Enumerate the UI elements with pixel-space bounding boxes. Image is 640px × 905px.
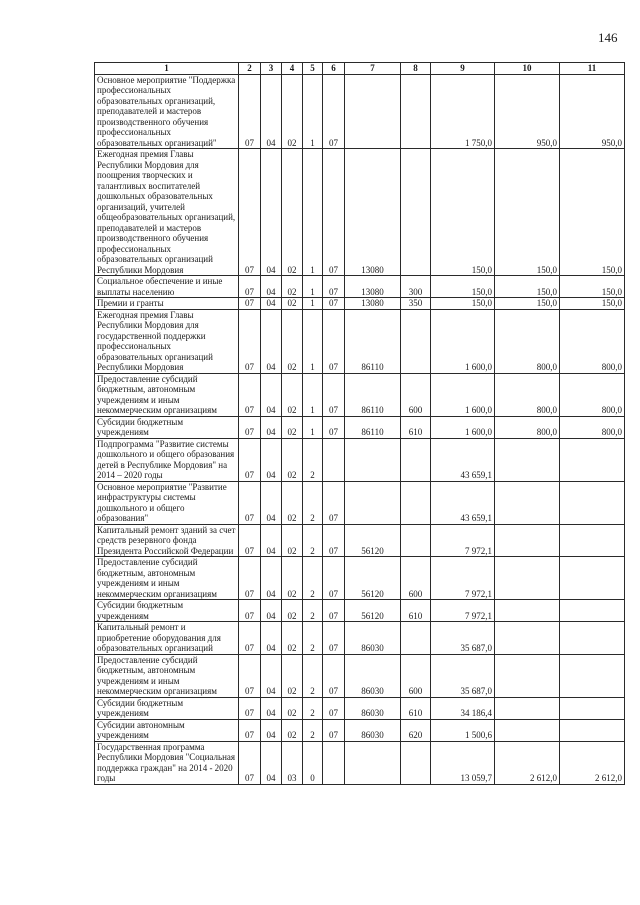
amount-year-3 bbox=[560, 438, 625, 481]
code-direction: 13080 bbox=[345, 149, 401, 276]
code-section: 07 bbox=[239, 438, 261, 481]
code-subprogram: 2 bbox=[303, 719, 323, 741]
amount-year-1: 150,0 bbox=[431, 149, 495, 276]
code-program: 03 bbox=[282, 741, 303, 784]
code-direction bbox=[345, 481, 401, 524]
code-section: 07 bbox=[239, 149, 261, 276]
code-subsection: 04 bbox=[261, 557, 282, 600]
table-row bbox=[95, 719, 625, 741]
code-direction bbox=[345, 741, 401, 784]
code-subprogram: 2 bbox=[303, 524, 323, 557]
table-header-row bbox=[95, 63, 625, 75]
code-expense-type: 600 bbox=[401, 654, 431, 697]
code-subsection: 04 bbox=[261, 298, 282, 310]
code-program: 02 bbox=[282, 276, 303, 298]
amount-year-1: 35 687,0 bbox=[431, 654, 495, 697]
budget-table bbox=[94, 62, 625, 785]
code-section: 07 bbox=[239, 557, 261, 600]
table-row bbox=[95, 74, 625, 149]
code-expense-type bbox=[401, 481, 431, 524]
row-name: Субсидии бюджетным учреждениям bbox=[95, 697, 239, 719]
code-expense-type bbox=[401, 438, 431, 481]
page-number: 146 bbox=[598, 30, 618, 45]
amount-year-3: 150,0 bbox=[560, 276, 625, 298]
code-section: 07 bbox=[239, 481, 261, 524]
amount-year-3: 800,0 bbox=[560, 373, 625, 416]
code-subsection: 04 bbox=[261, 622, 282, 655]
row-name: Подпрограмма "Развитие системы дошкольного и общего образования детей в Республике Мордовия" на 2014 – 2020 годы bbox=[95, 438, 239, 481]
code-direction: 13080 bbox=[345, 298, 401, 310]
code-subsection: 04 bbox=[261, 309, 282, 373]
amount-year-3 bbox=[560, 697, 625, 719]
code-program: 02 bbox=[282, 719, 303, 741]
code-program: 02 bbox=[282, 298, 303, 310]
table-row bbox=[95, 622, 625, 655]
code-event: 07 bbox=[323, 697, 345, 719]
amount-year-1: 150,0 bbox=[431, 276, 495, 298]
amount-year-3 bbox=[560, 557, 625, 600]
code-direction: 56120 bbox=[345, 600, 401, 622]
code-section: 07 bbox=[239, 719, 261, 741]
amount-year-3 bbox=[560, 481, 625, 524]
amount-year-2 bbox=[495, 719, 560, 741]
amount-year-3: 800,0 bbox=[560, 416, 625, 438]
row-name: Социальное обеспечение и иные выплаты населению bbox=[95, 276, 239, 298]
amount-year-1: 7 972,1 bbox=[431, 600, 495, 622]
code-program: 02 bbox=[282, 438, 303, 481]
row-name: Основное мероприятие "Развитие инфраструктуры системы дошкольного и общего образования" bbox=[95, 481, 239, 524]
code-subsection: 04 bbox=[261, 416, 282, 438]
code-subprogram: 2 bbox=[303, 654, 323, 697]
code-direction: 86030 bbox=[345, 654, 401, 697]
amount-year-3: 950,0 bbox=[560, 74, 625, 149]
code-expense-type bbox=[401, 622, 431, 655]
code-event: 07 bbox=[323, 557, 345, 600]
column-header: 9 bbox=[431, 63, 495, 75]
table-row bbox=[95, 741, 625, 784]
column-header: 8 bbox=[401, 63, 431, 75]
amount-year-2: 800,0 bbox=[495, 373, 560, 416]
amount-year-3 bbox=[560, 719, 625, 741]
row-name: Капитальный ремонт зданий за счет средств резервного фонда Президента Российской Федерации bbox=[95, 524, 239, 557]
table-row bbox=[95, 654, 625, 697]
code-subsection: 04 bbox=[261, 654, 282, 697]
amount-year-3 bbox=[560, 524, 625, 557]
code-event: 07 bbox=[323, 719, 345, 741]
amount-year-2: 150,0 bbox=[495, 149, 560, 276]
code-expense-type bbox=[401, 74, 431, 149]
column-header: 1 bbox=[95, 63, 239, 75]
column-header: 10 bbox=[495, 63, 560, 75]
code-direction: 86030 bbox=[345, 719, 401, 741]
amount-year-1: 1 600,0 bbox=[431, 373, 495, 416]
amount-year-1: 13 059,7 bbox=[431, 741, 495, 784]
code-subsection: 04 bbox=[261, 438, 282, 481]
code-program: 02 bbox=[282, 524, 303, 557]
table-row bbox=[95, 416, 625, 438]
code-event: 07 bbox=[323, 373, 345, 416]
code-section: 07 bbox=[239, 622, 261, 655]
amount-year-3 bbox=[560, 600, 625, 622]
code-expense-type: 600 bbox=[401, 557, 431, 600]
amount-year-1: 1 600,0 bbox=[431, 309, 495, 373]
code-expense-type bbox=[401, 741, 431, 784]
code-event bbox=[323, 438, 345, 481]
code-subsection: 04 bbox=[261, 481, 282, 524]
code-event: 07 bbox=[323, 600, 345, 622]
code-subsection: 04 bbox=[261, 276, 282, 298]
code-section: 07 bbox=[239, 600, 261, 622]
amount-year-2: 800,0 bbox=[495, 309, 560, 373]
table-row bbox=[95, 524, 625, 557]
code-program: 02 bbox=[282, 373, 303, 416]
code-direction: 86110 bbox=[345, 309, 401, 373]
code-subsection: 04 bbox=[261, 74, 282, 149]
code-event: 07 bbox=[323, 481, 345, 524]
code-subprogram: 1 bbox=[303, 74, 323, 149]
amount-year-2: 150,0 bbox=[495, 298, 560, 310]
code-section: 07 bbox=[239, 276, 261, 298]
code-direction bbox=[345, 438, 401, 481]
table-row bbox=[95, 481, 625, 524]
amount-year-1: 1 750,0 bbox=[431, 74, 495, 149]
code-direction: 86030 bbox=[345, 697, 401, 719]
amount-year-2 bbox=[495, 557, 560, 600]
column-header: 11 bbox=[560, 63, 625, 75]
amount-year-1: 35 687,0 bbox=[431, 622, 495, 655]
amount-year-3: 800,0 bbox=[560, 309, 625, 373]
code-section: 07 bbox=[239, 373, 261, 416]
row-name: Предоставление субсидий бюджетным, автономным учреждениям и иным некоммерческим организациям bbox=[95, 373, 239, 416]
code-section: 07 bbox=[239, 298, 261, 310]
code-expense-type: 620 bbox=[401, 719, 431, 741]
table-row bbox=[95, 557, 625, 600]
amount-year-1: 7 972,1 bbox=[431, 557, 495, 600]
row-name: Предоставление субсидий бюджетным, автономным учреждениям и иным некоммерческим организациям bbox=[95, 654, 239, 697]
row-name: Премии и гранты bbox=[95, 298, 239, 310]
column-header: 3 bbox=[261, 63, 282, 75]
code-event: 07 bbox=[323, 416, 345, 438]
code-expense-type: 610 bbox=[401, 697, 431, 719]
code-subprogram: 2 bbox=[303, 557, 323, 600]
amount-year-2 bbox=[495, 622, 560, 655]
row-name: Ежегодная премия Главы Республики Мордовия для поощрения творческих и талантливых воспитателей дошкольных образовательных организаций, учителей общеобразовательных организаций, преподавателей и мастеров производственного обучения профессиональных образовательных организаций Республики Мордовия bbox=[95, 149, 239, 276]
code-event: 07 bbox=[323, 309, 345, 373]
code-direction: 13080 bbox=[345, 276, 401, 298]
code-subsection: 04 bbox=[261, 697, 282, 719]
amount-year-2: 150,0 bbox=[495, 276, 560, 298]
row-name: Государственная программа Республики Мордовия "Социальная поддержка граждан" на 2014 - 2020 годы bbox=[95, 741, 239, 784]
code-event: 07 bbox=[323, 74, 345, 149]
code-program: 02 bbox=[282, 309, 303, 373]
code-subprogram: 2 bbox=[303, 622, 323, 655]
table-row bbox=[95, 276, 625, 298]
code-event bbox=[323, 741, 345, 784]
code-expense-type bbox=[401, 524, 431, 557]
code-program: 02 bbox=[282, 697, 303, 719]
amount-year-1: 7 972,1 bbox=[431, 524, 495, 557]
code-direction bbox=[345, 74, 401, 149]
column-header: 2 bbox=[239, 63, 261, 75]
code-subprogram: 1 bbox=[303, 298, 323, 310]
table-row bbox=[95, 373, 625, 416]
code-program: 02 bbox=[282, 481, 303, 524]
column-header: 6 bbox=[323, 63, 345, 75]
table-row bbox=[95, 600, 625, 622]
table-row bbox=[95, 149, 625, 276]
code-subsection: 04 bbox=[261, 149, 282, 276]
column-header: 5 bbox=[303, 63, 323, 75]
code-direction: 86030 bbox=[345, 622, 401, 655]
code-expense-type bbox=[401, 149, 431, 276]
code-program: 02 bbox=[282, 654, 303, 697]
row-name: Основное мероприятие "Поддержка профессиональных образовательных организаций, преподавателей и мастеров производственного обучения профессиональных образовательных организаций" bbox=[95, 74, 239, 149]
code-subprogram: 2 bbox=[303, 600, 323, 622]
row-name: Субсидии автономным учреждениям bbox=[95, 719, 239, 741]
code-program: 02 bbox=[282, 149, 303, 276]
amount-year-3: 2 612,0 bbox=[560, 741, 625, 784]
code-subprogram: 0 bbox=[303, 741, 323, 784]
code-subprogram: 1 bbox=[303, 149, 323, 276]
code-subprogram: 1 bbox=[303, 309, 323, 373]
code-section: 07 bbox=[239, 309, 261, 373]
row-name: Капитальный ремонт и приобретение оборудования для образовательных организаций bbox=[95, 622, 239, 655]
code-subprogram: 1 bbox=[303, 416, 323, 438]
code-section: 07 bbox=[239, 741, 261, 784]
code-program: 02 bbox=[282, 622, 303, 655]
amount-year-2 bbox=[495, 697, 560, 719]
amount-year-1: 150,0 bbox=[431, 298, 495, 310]
code-program: 02 bbox=[282, 557, 303, 600]
code-event: 07 bbox=[323, 654, 345, 697]
amount-year-2: 950,0 bbox=[495, 74, 560, 149]
amount-year-2 bbox=[495, 654, 560, 697]
row-name: Субсидии бюджетным учреждениям bbox=[95, 600, 239, 622]
code-subprogram: 2 bbox=[303, 438, 323, 481]
amount-year-2 bbox=[495, 600, 560, 622]
code-subsection: 04 bbox=[261, 524, 282, 557]
code-program: 02 bbox=[282, 416, 303, 438]
code-event: 07 bbox=[323, 149, 345, 276]
code-direction: 86110 bbox=[345, 373, 401, 416]
amount-year-2: 2 612,0 bbox=[495, 741, 560, 784]
row-name: Субсидии бюджетным учреждениям bbox=[95, 416, 239, 438]
amount-year-1: 43 659,1 bbox=[431, 481, 495, 524]
table-row bbox=[95, 298, 625, 310]
column-header: 7 bbox=[345, 63, 401, 75]
code-direction: 56120 bbox=[345, 524, 401, 557]
code-subprogram: 2 bbox=[303, 481, 323, 524]
amount-year-2 bbox=[495, 524, 560, 557]
code-event: 07 bbox=[323, 622, 345, 655]
code-subprogram: 1 bbox=[303, 373, 323, 416]
amount-year-1: 43 659,1 bbox=[431, 438, 495, 481]
code-expense-type: 610 bbox=[401, 600, 431, 622]
code-expense-type: 350 bbox=[401, 298, 431, 310]
code-subsection: 04 bbox=[261, 741, 282, 784]
amount-year-2: 800,0 bbox=[495, 416, 560, 438]
code-expense-type: 600 bbox=[401, 373, 431, 416]
code-event: 07 bbox=[323, 276, 345, 298]
amount-year-2 bbox=[495, 438, 560, 481]
code-program: 02 bbox=[282, 74, 303, 149]
code-section: 07 bbox=[239, 697, 261, 719]
amount-year-3 bbox=[560, 654, 625, 697]
amount-year-1: 1 600,0 bbox=[431, 416, 495, 438]
code-subprogram: 1 bbox=[303, 276, 323, 298]
code-event: 07 bbox=[323, 524, 345, 557]
row-name: Предоставление субсидий бюджетным, автономным учреждениям и иным некоммерческим организациям bbox=[95, 557, 239, 600]
code-event: 07 bbox=[323, 298, 345, 310]
amount-year-1: 1 500,6 bbox=[431, 719, 495, 741]
code-subprogram: 2 bbox=[303, 697, 323, 719]
code-section: 07 bbox=[239, 416, 261, 438]
code-expense-type: 300 bbox=[401, 276, 431, 298]
code-subsection: 04 bbox=[261, 600, 282, 622]
code-direction: 86110 bbox=[345, 416, 401, 438]
code-expense-type: 610 bbox=[401, 416, 431, 438]
table-row bbox=[95, 438, 625, 481]
amount-year-3: 150,0 bbox=[560, 149, 625, 276]
table-row bbox=[95, 309, 625, 373]
amount-year-3 bbox=[560, 622, 625, 655]
amount-year-3: 150,0 bbox=[560, 298, 625, 310]
code-subsection: 04 bbox=[261, 373, 282, 416]
table-row bbox=[95, 697, 625, 719]
code-section: 07 bbox=[239, 74, 261, 149]
amount-year-2 bbox=[495, 481, 560, 524]
amount-year-1: 34 186,4 bbox=[431, 697, 495, 719]
row-name: Ежегодная премия Главы Республики Мордовия для государственной поддержки профессиональных образовательных организаций Республики Мордовия bbox=[95, 309, 239, 373]
code-subsection: 04 bbox=[261, 719, 282, 741]
code-section: 07 bbox=[239, 524, 261, 557]
code-expense-type bbox=[401, 309, 431, 373]
code-section: 07 bbox=[239, 654, 261, 697]
column-header: 4 bbox=[282, 63, 303, 75]
code-direction: 56120 bbox=[345, 557, 401, 600]
code-program: 02 bbox=[282, 600, 303, 622]
